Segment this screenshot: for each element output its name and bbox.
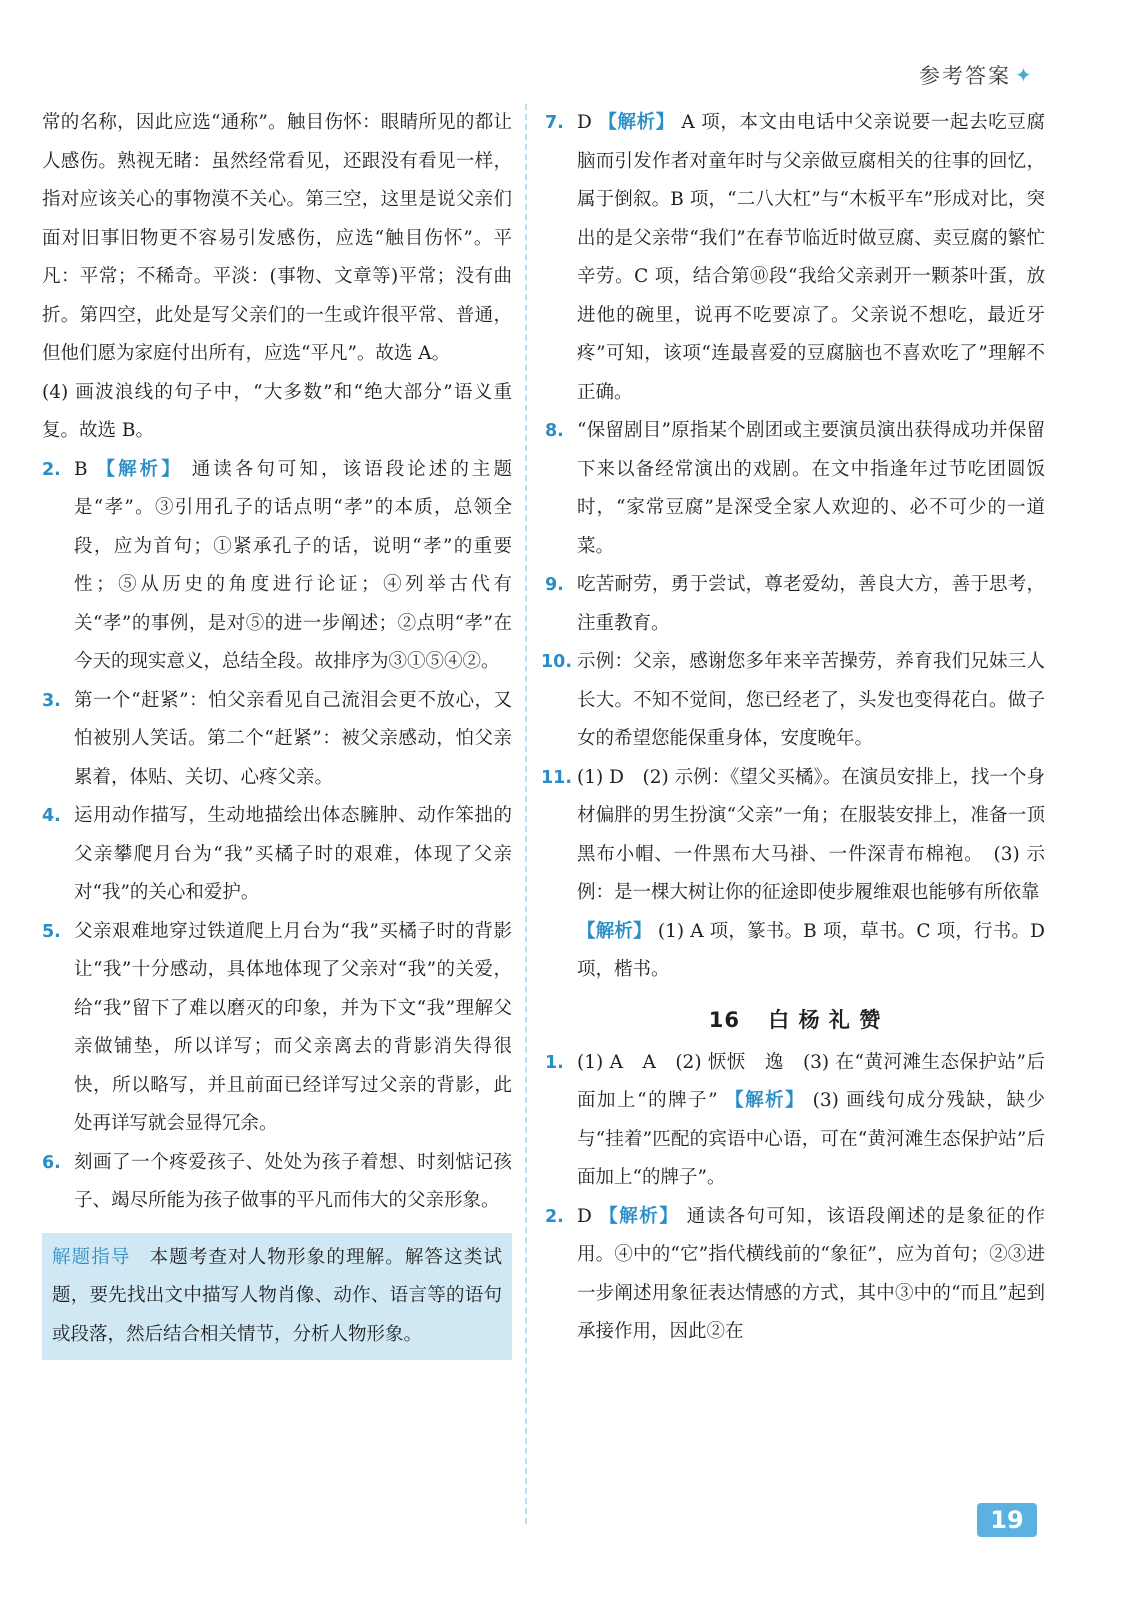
item-number: 2. — [545, 1206, 564, 1227]
item-number: 7. — [545, 113, 564, 133]
analysis-tag: 【解析】 — [725, 1090, 806, 1111]
page-header — [919, 58, 1037, 92]
item-number: 10. — [541, 652, 573, 672]
item-number: 1. — [545, 1052, 564, 1073]
answer-item-4 — [42, 797, 512, 913]
guide-label: 解题指导 — [52, 1246, 131, 1268]
answer-item-3 — [42, 682, 512, 798]
item-number: 9. — [545, 575, 564, 595]
item-text: 父亲艰难地穿过铁道爬上月台为“我”买橘子时的背影让“我”十分感动，具体地体现了父亲对“我”的关爱，给“我”留下了难以磨灭的印象，并为下文“我”理解父亲做铺垫，所以详写；而父亲离去的背影消失得很快，所以略写，并且前面已经详写过父亲的背影，此处再详写就会显得冗余。 — [74, 920, 512, 1134]
answer-item-9 — [545, 566, 1045, 643]
item-answer: D — [577, 112, 592, 133]
header-title: 参考答案 — [919, 64, 1011, 88]
item-number: 4. — [42, 806, 61, 826]
item-text: 运用动作描写，生动地描绘出体态臃肿、动作笨拙的父亲攀爬月台为“我”买橘子时的艰难，体现了父亲对“我”的关心和爱护。 — [74, 805, 512, 903]
left-column — [42, 104, 512, 1360]
item-number: 2. — [42, 459, 61, 480]
answer-item-10 — [541, 643, 1045, 759]
item-answer: D — [577, 1205, 592, 1227]
column-divider — [525, 104, 527, 1524]
item-text: 示例：父亲，感谢您多年来辛苦操劳，养育我们兄妹三人长大。不知不觉间，您已经老了，头发也变得花白。做子女的希望您能保重身体，安度晚年。 — [577, 651, 1045, 749]
item-number: 6. — [42, 1152, 61, 1173]
analysis-tag: 【解析】 — [598, 112, 675, 133]
answer-item-11 — [541, 759, 1045, 990]
item-text: 刻画了一个疼爱孩子、处处为孩子着想、时刻惦记孩子、竭尽所能为孩子做事的平凡而伟大的父亲形象。 — [74, 1151, 512, 1211]
answer-continuation: 常的名称，因此应选“通称”。触目伤怀：眼睛所见的都让人感伤。熟视无睹：虽然经常看见，还跟没有看见一样，指对应该关心的事物漠不关心。第三空，这里是说父亲们面对旧事旧物更不容易引发感伤，应选“触目伤怀”。平凡：平常；不稀奇。平淡：(事物、文章等)平常；没有曲折。第四空，此处是写父亲们的一生或许很平常、普通，但他们愿为家庭付出所有，应选“平凡”。故选 A。 — [42, 112, 512, 364]
item-text: (1) A A (2) 恹恹 逸 (3) 在“黄河滩生态保护站”后面加上“的牌子” — [577, 1051, 1045, 1111]
item-number: 5. — [42, 921, 61, 942]
item-text: 通读各句可知，该语段阐述的是象征的作用。④中的“它”指代横线前的“象征”，应为首句；②③进一步阐述用象征表达情感的方式，其中③中的“而且”起到承接作用，因此②在 — [577, 1205, 1045, 1342]
item-analysis: (3) 画线句成分残缺，缺少与“挂着”匹配的宾语中心语，可在“黄河滩生态保护站”后面加上“的牌子”。 — [577, 1090, 1045, 1188]
section-title — [545, 1004, 1045, 1034]
item-analysis: (1) A 项，篆书。B 项，草书。C 项，行书。D 项，楷书。 — [577, 920, 1045, 980]
item-text: (1) D (2) 示例：《望父买橘》。在演员安排上，找一个身材偏胖的男生扮演“父亲”一角；在服装安排上，准备一顶黑布小帽、一件黑布大马褂、一件深青布棉袍。 (3) 示例：是一棵大树让你的征途即使步履维艰也能够有所依靠 — [577, 766, 1045, 903]
item-answer: B — [74, 458, 88, 480]
analysis-tag: 【解析】 — [599, 1205, 680, 1227]
solution-guide-box — [42, 1233, 512, 1361]
page-number-badge: 19 — [977, 1503, 1037, 1537]
right-column — [541, 104, 1045, 1352]
answer-continuation-4: (4) 画波浪线的句子中，“大多数”和“绝大部分”语义重复。故选 B。 — [42, 381, 512, 441]
answer-item-5 — [42, 913, 512, 1144]
item-number: 11. — [541, 767, 573, 788]
guide-text: 本题考查对人物形象的理解。解答这类试题，要先找出文中描写人物肖像、动作、语言等的语句或段落，然后结合相关情节，分析人物形象。 — [52, 1246, 502, 1345]
section-number: 16 — [708, 1007, 740, 1032]
analysis-tag: 【解析】 — [577, 920, 652, 942]
item-number: 8. — [545, 421, 564, 441]
section-item-1 — [545, 1044, 1045, 1198]
star-icon: ✦ — [1015, 63, 1032, 87]
answer-item-6 — [42, 1144, 512, 1221]
item-number: 3. — [42, 690, 61, 711]
item-text: A 项，本文由电话中父亲说要一起去吃豆腐脑而引发作者对童年时与父亲做豆腐相关的往事的回忆，属于倒叙。B 项，“二八大杠”与“木板平车”形成对比，突出的是父亲带“我们”在春节临近时做豆腐、卖豆腐的繁忙辛劳。C 项，结合第⑩段“我给父亲剥开一颗茶叶蛋，放进他的碗里，说再不吃要凉了。父亲说不想吃，最近牙疼”可知，该项“连最喜爱的豆腐脑也不喜欢吃了”理解不正确。 — [577, 112, 1045, 403]
item-text: 第一个“赶紧”：怕父亲看见自己流泪会更不放心，又怕被别人笑话。第二个“赶紧”：被父亲感动，怕父亲累着，体贴、关切、心疼父亲。 — [74, 689, 512, 788]
answer-item-8 — [545, 412, 1045, 566]
item-text: 吃苦耐劳，勇于尝试，尊老爱幼，善良大方，善于思考，注重教育。 — [577, 574, 1045, 634]
answer-item-7 — [545, 104, 1045, 412]
item-text: 通读各句可知，该语段论述的主题是“孝”。③引用孔子的话点明“孝”的本质，总领全段，应为首句；①紧承孔子的话，说明“孝”的重要性；⑤从历史的角度进行论证；④列举古代有关“孝”的事例，是对⑤的进一步阐述；②点明“孝”在今天的现实意义，总结全段。故排序为③①⑤④②。 — [74, 458, 512, 672]
item-text: “保留剧目”原指某个剧团或主要演员演出获得成功并保留下来以备经常演出的戏剧。在文中指逢年过节吃团圆饭时，“家常豆腐”是深受全家人欢迎的、必不可少的一道菜。 — [577, 420, 1045, 557]
section-name: 白 杨 礼 赞 — [768, 1007, 882, 1032]
section-item-2 — [545, 1198, 1045, 1352]
answer-item-2 — [42, 451, 512, 682]
analysis-tag: 【解析】 — [96, 458, 183, 480]
